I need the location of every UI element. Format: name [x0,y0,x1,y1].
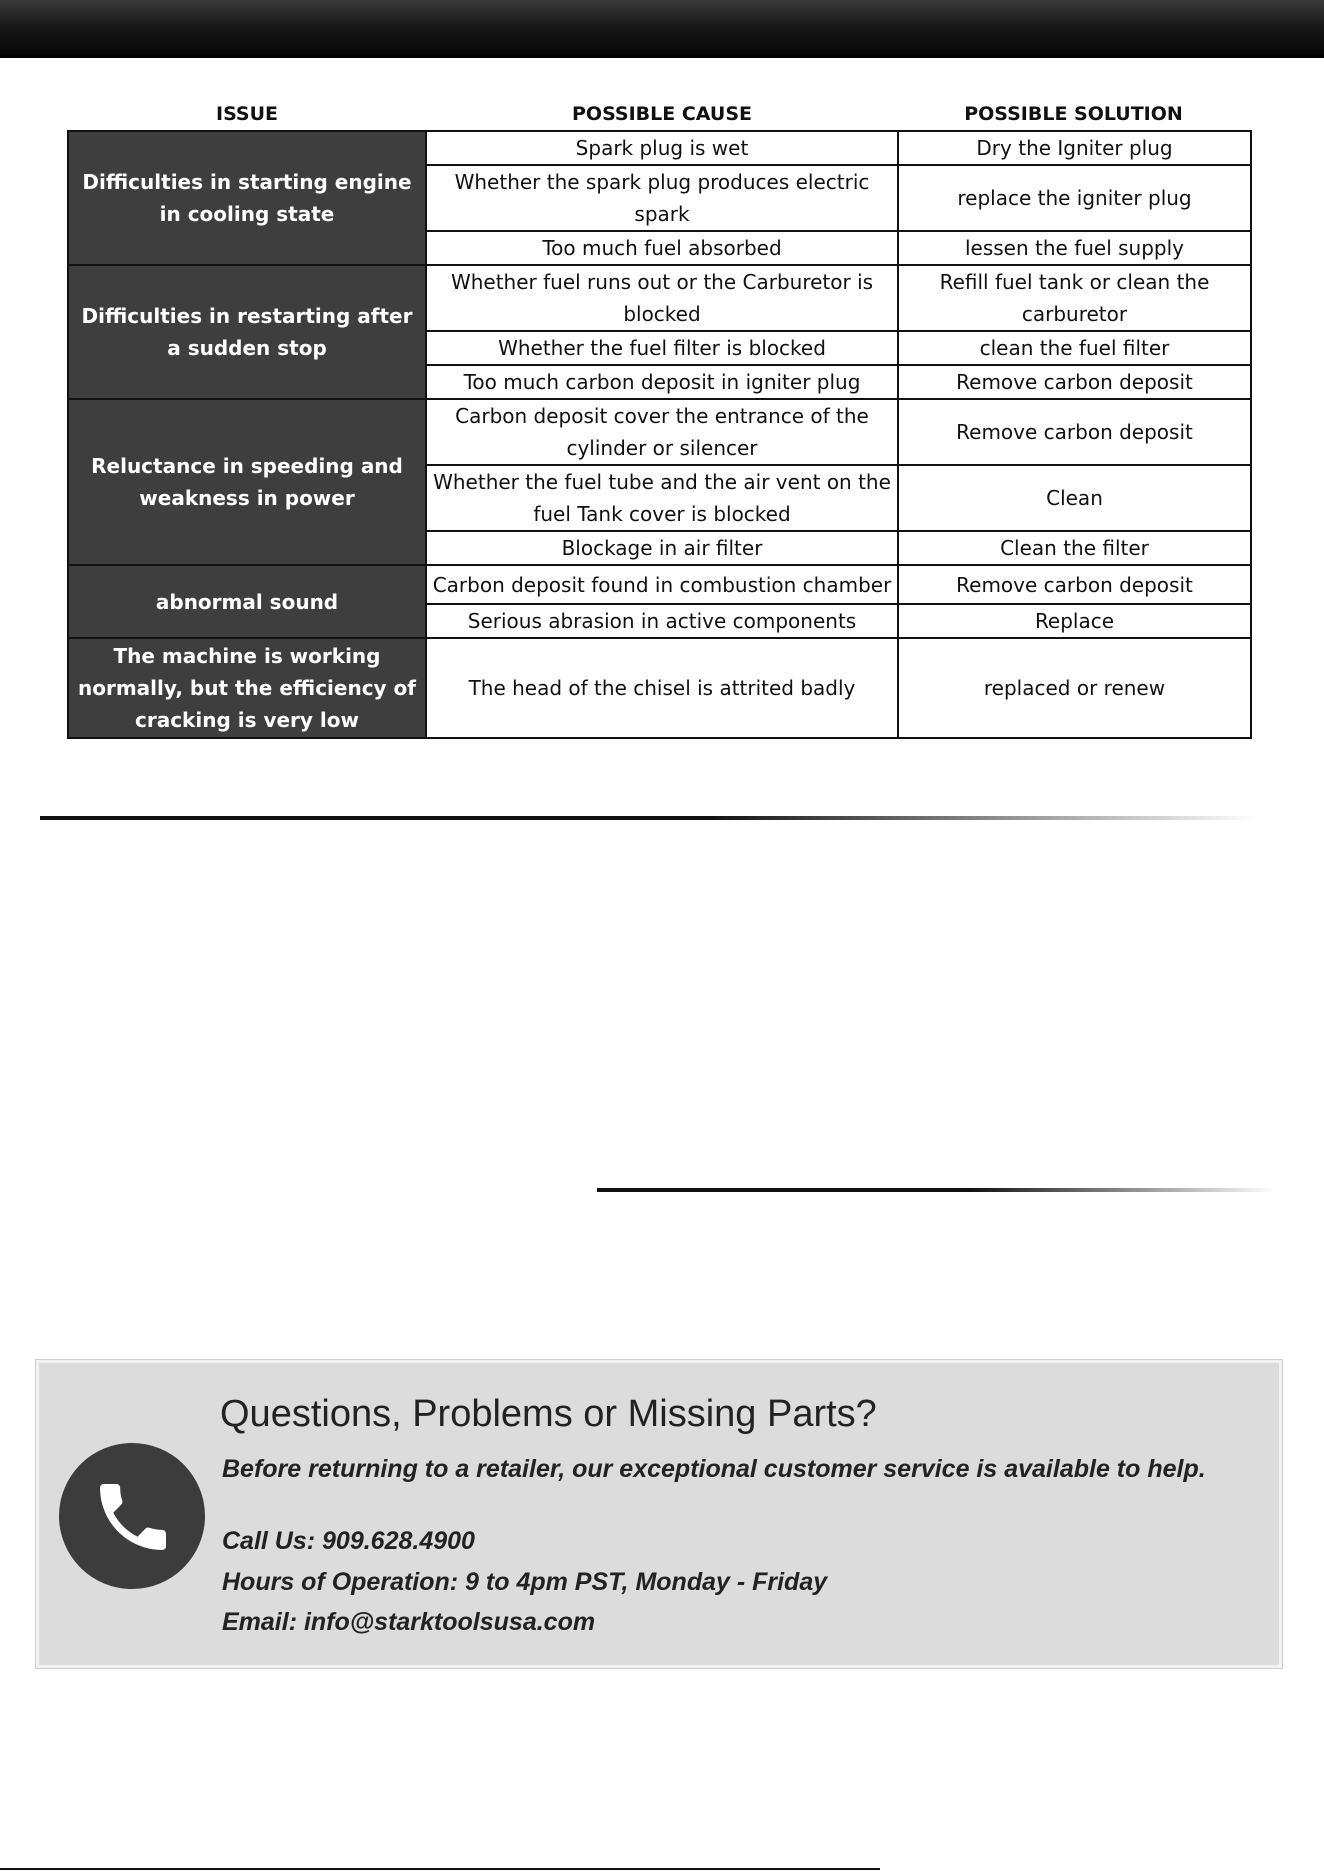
top-header-bar [0,0,1324,58]
solution-cell: Dry the Igniter plug [898,131,1251,165]
cause-cell: Too much carbon deposit in igniter plug [426,365,898,399]
cause-cell: Whether the fuel tube and the air vent on the fuel Tank cover is blocked [426,465,898,531]
phone-icon [89,1471,177,1563]
footer-rule [0,1868,880,1870]
header-possible-solution: POSSIBLE SOLUTION [964,103,1183,125]
header-issue: ISSUE [216,103,278,125]
table-row [68,265,1251,331]
cause-cell: The head of the chisel is attrited badly [426,638,898,738]
solution-cell: Replace [898,604,1251,638]
section-divider [40,816,1260,820]
issue-cell: Reluctance in speeding and weakness in power [68,399,426,565]
solution-cell: Clean [898,465,1251,531]
cause-cell: Whether the fuel filter is blocked [426,331,898,365]
issue-cell: Difficulties in starting engine in cooling state [68,131,426,265]
cause-cell: Too much fuel absorbed [426,231,898,265]
cause-cell: Whether fuel runs out or the Carburetor is blocked [426,265,898,331]
header-possible-cause: POSSIBLE CAUSE [572,103,752,125]
section-divider [597,1188,1275,1192]
issue-cell: Difficulties in restarting after a sudden stop [68,265,426,399]
phone-icon [59,1443,205,1589]
help-title: Questions, Problems or Missing Parts? [220,1393,877,1435]
solution-cell: Remove carbon deposit [898,399,1251,465]
solution-cell: replace the igniter plug [898,165,1251,231]
cause-cell: Blockage in air filter [426,531,898,565]
hours-of-operation: Hours of Operation: 9 to 4pm PST, Monday - Friday [222,1568,828,1596]
help-subtitle: Before returning to a retailer, our exceptional customer service is available to help. [222,1455,1206,1483]
table-column-headers [68,98,1249,130]
solution-cell: replaced or renew [898,638,1251,738]
table-row [68,638,1251,738]
table-row [68,131,1251,165]
cause-cell: Carbon deposit found in combustion chamber [426,565,898,604]
solution-cell: Refill fuel tank or clean the carburetor [898,265,1251,331]
troubleshooting-table [67,130,1252,739]
cause-cell: Spark plug is wet [426,131,898,165]
issue-cell: The machine is working normally, but the efficiency of cracking is very low [68,638,426,738]
support-email: Email: info@starktoolsusa.com [222,1608,596,1636]
solution-cell: Remove carbon deposit [898,565,1251,604]
cause-cell: Serious abrasion in active components [426,604,898,638]
issue-cell: abnormal sound [68,565,426,638]
cause-cell: Carbon deposit cover the entrance of the cylinder or silencer [426,399,898,465]
table-row [68,399,1251,465]
cause-cell: Whether the spark plug produces electric spark [426,165,898,231]
solution-cell: Remove carbon deposit [898,365,1251,399]
solution-cell: clean the fuel filter [898,331,1251,365]
table-row [68,565,1251,604]
solution-cell: lessen the fuel supply [898,231,1251,265]
customer-service-box [36,1360,1282,1668]
solution-cell: Clean the filter [898,531,1251,565]
phone-number: Call Us: 909.628.4900 [222,1527,475,1555]
